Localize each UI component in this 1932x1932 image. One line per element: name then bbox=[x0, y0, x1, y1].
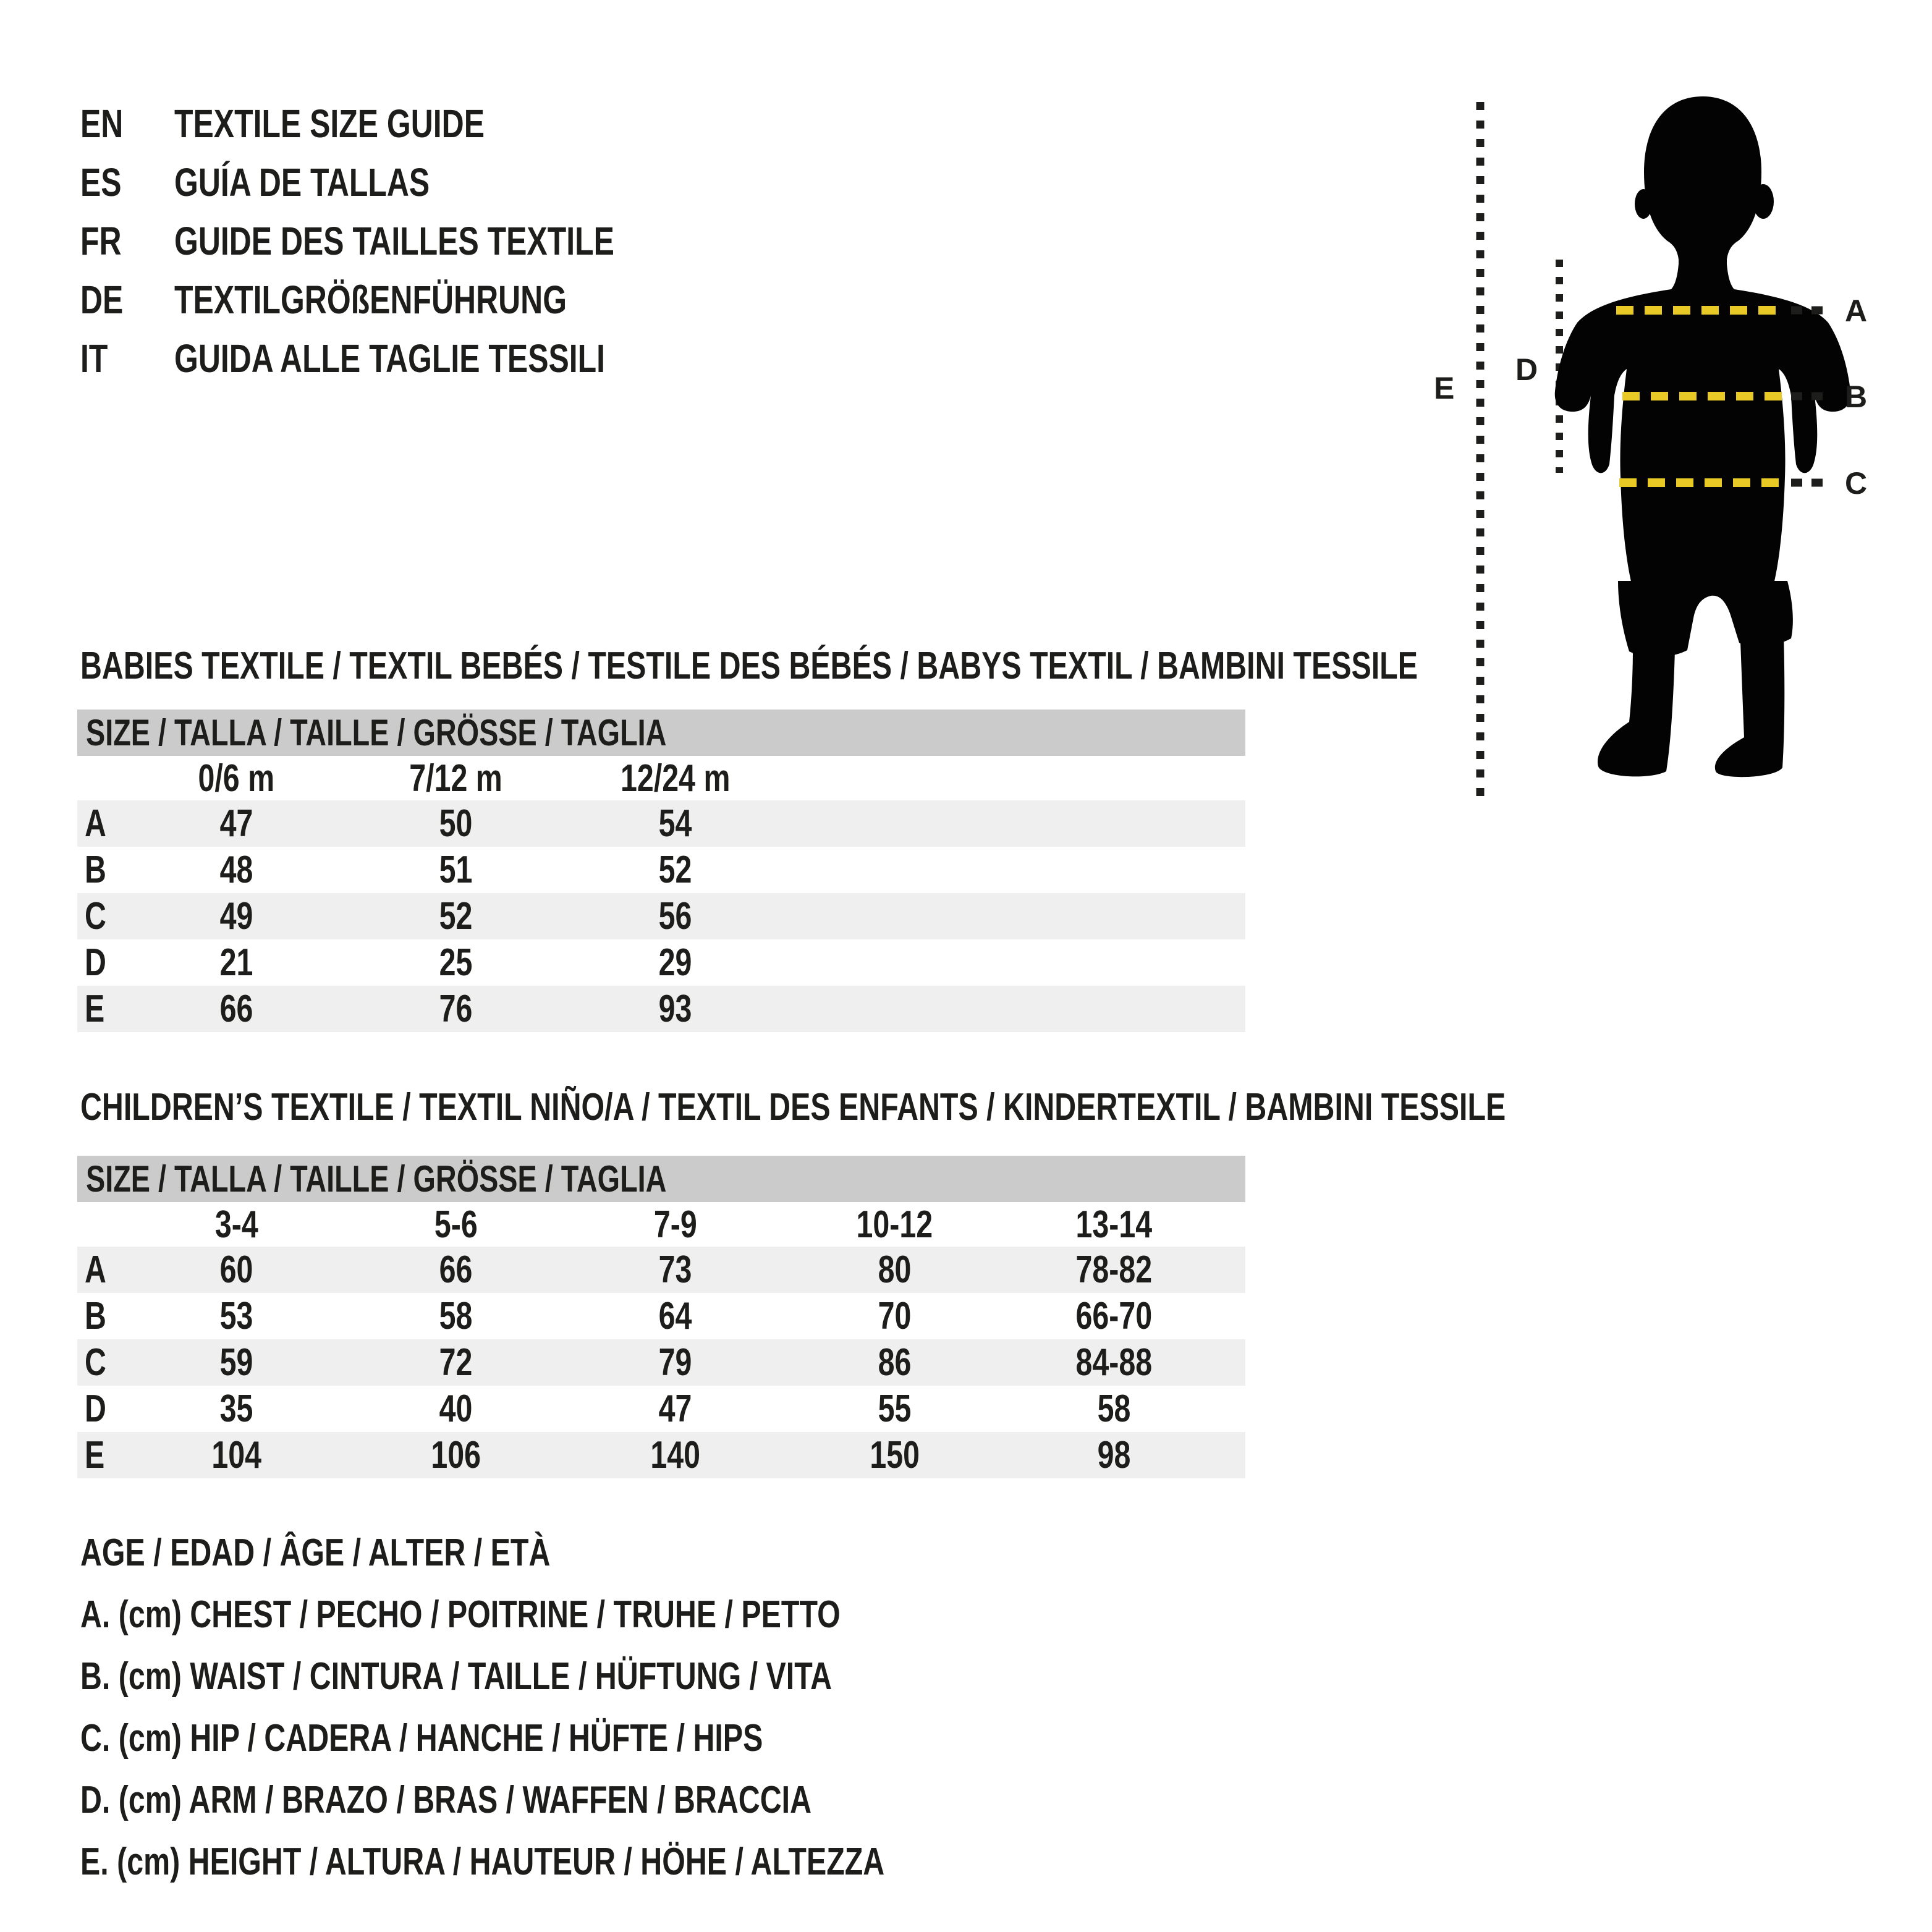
table-cell: 73 bbox=[658, 1248, 692, 1291]
table-cell: 35 bbox=[219, 1388, 253, 1430]
table-cell: 79 bbox=[658, 1341, 692, 1384]
table-cell: 140 bbox=[650, 1434, 700, 1477]
table-row bbox=[77, 986, 1245, 1032]
table-cell: 58 bbox=[439, 1295, 473, 1337]
legend-line-height: E. (cm) HEIGHT / ALTURA / HAUTEUR / HÖHE / ALTEZZA bbox=[80, 1840, 885, 1883]
language-title-list bbox=[80, 94, 739, 388]
language-title: GUÍA DE TALLAS bbox=[174, 159, 430, 205]
table-cell: 66 bbox=[219, 988, 253, 1030]
table-cell: 78-82 bbox=[1075, 1248, 1153, 1291]
row-label: A bbox=[85, 1248, 106, 1291]
child-silhouette-ear-left bbox=[1635, 189, 1652, 219]
table-cell: 56 bbox=[658, 895, 692, 938]
measurement-figure bbox=[1409, 62, 1932, 834]
row-label: E bbox=[85, 1434, 105, 1477]
table-cell: 70 bbox=[878, 1295, 912, 1337]
column-header: 0/6 m bbox=[198, 756, 275, 800]
table-cell: 106 bbox=[431, 1434, 481, 1477]
table-row bbox=[77, 893, 1245, 939]
row-label: B bbox=[85, 849, 106, 891]
column-header: 12/24 m bbox=[620, 756, 731, 800]
figure-label-c: C bbox=[1845, 466, 1868, 501]
table-cell: 40 bbox=[439, 1388, 473, 1430]
legend-line-waist: B. (cm) WAIST / CINTURA / TAILLE / HÜFTUNG / VITA bbox=[80, 1654, 833, 1698]
language-title: TEXTILE SIZE GUIDE bbox=[174, 101, 485, 146]
table-cell: 52 bbox=[439, 895, 473, 938]
table-row bbox=[77, 1247, 1245, 1293]
row-label: C bbox=[85, 895, 106, 938]
table-cell: 25 bbox=[439, 941, 473, 984]
language-code: EN bbox=[80, 101, 124, 146]
language-title: GUIDA ALLE TAGLIE TESSILI bbox=[174, 336, 606, 381]
babies-table-header-bar: SIZE / TALLA / TAILLE / GRÖSSE / TAGLIA bbox=[77, 710, 1245, 756]
row-label: D bbox=[85, 941, 106, 984]
figure-label-d: D bbox=[1515, 352, 1538, 387]
children-table-header-bar: SIZE / TALLA / TAILLE / GRÖSSE / TAGLIA bbox=[77, 1156, 1245, 1202]
column-header: 5-6 bbox=[434, 1203, 478, 1246]
table-cell: 66-70 bbox=[1075, 1295, 1153, 1337]
legend-line-hip: C. (cm) HIP / CADERA / HANCHE / HÜFTE / HIPS bbox=[80, 1716, 763, 1760]
babies-size-table bbox=[77, 710, 1245, 1032]
table-row bbox=[77, 1339, 1245, 1386]
row-label: B bbox=[85, 1295, 106, 1337]
table-cell: 55 bbox=[878, 1388, 912, 1430]
table-cell: 150 bbox=[870, 1434, 920, 1477]
children-table-column-headers bbox=[77, 1202, 1245, 1247]
table-cell: 49 bbox=[219, 895, 253, 938]
babies-section-title: BABIES TEXTILE / TEXTIL BEBÉS / TESTILE DES BÉBÉS / BABYS TEXTIL / BAMBINI TESSILE bbox=[80, 645, 1418, 687]
row-label: D bbox=[85, 1388, 106, 1430]
table-cell: 58 bbox=[1097, 1388, 1131, 1430]
table-cell: 98 bbox=[1097, 1434, 1131, 1477]
language-row bbox=[80, 153, 739, 211]
table-cell: 76 bbox=[439, 988, 473, 1030]
table-cell: 86 bbox=[878, 1341, 912, 1384]
language-code: FR bbox=[80, 218, 122, 263]
table-row bbox=[77, 939, 1245, 986]
table-cell: 84-88 bbox=[1075, 1341, 1153, 1384]
language-code: DE bbox=[80, 277, 124, 322]
table-cell: 48 bbox=[219, 849, 253, 891]
language-code: ES bbox=[80, 159, 122, 205]
language-title: TEXTILGRÖßENFÜHRUNG bbox=[174, 277, 567, 322]
column-header: 10-12 bbox=[856, 1203, 933, 1246]
table-cell: 29 bbox=[658, 941, 692, 984]
table-row bbox=[77, 1293, 1245, 1339]
measurement-legend bbox=[80, 1522, 1111, 1892]
table-cell: 64 bbox=[658, 1295, 692, 1337]
table-cell: 21 bbox=[219, 941, 253, 984]
legend-line-arm: D. (cm) ARM / BRAZO / BRAS / WAFFEN / BRACCIA bbox=[80, 1778, 812, 1821]
figure-label-e: E bbox=[1434, 371, 1455, 405]
language-row bbox=[80, 329, 739, 388]
child-silhouette-ear-right bbox=[1753, 184, 1774, 219]
table-cell: 72 bbox=[439, 1341, 473, 1384]
table-cell: 47 bbox=[219, 802, 253, 845]
column-header: 7/12 m bbox=[409, 756, 502, 800]
language-code: IT bbox=[80, 336, 108, 381]
language-row bbox=[80, 211, 739, 270]
table-cell: 53 bbox=[219, 1295, 253, 1337]
column-header: 3-4 bbox=[214, 1203, 258, 1246]
child-silhouette-torso bbox=[1555, 247, 1851, 584]
table-cell: 59 bbox=[219, 1341, 253, 1384]
children-section-title: CHILDREN’S TEXTILE / TEXTIL NIÑO/A / TEXTIL DES ENFANTS / KINDERTEXTIL / BAMBINI TESSILE bbox=[80, 1086, 1506, 1129]
row-label: C bbox=[85, 1341, 106, 1384]
language-row bbox=[80, 270, 739, 329]
language-title: GUIDE DES TAILLES TEXTILE bbox=[174, 218, 614, 263]
column-header: 7-9 bbox=[653, 1203, 697, 1246]
table-cell: 60 bbox=[219, 1248, 253, 1291]
babies-table-column-headers bbox=[77, 756, 1245, 800]
figure-label-a: A bbox=[1845, 294, 1868, 328]
table-row bbox=[77, 800, 1245, 847]
children-size-table bbox=[77, 1156, 1245, 1478]
table-cell: 50 bbox=[439, 802, 473, 845]
legend-line-chest: A. (cm) CHEST / PECHO / POITRINE / TRUHE / PETTO bbox=[80, 1593, 841, 1636]
column-header: 13-14 bbox=[1075, 1203, 1153, 1246]
language-row bbox=[80, 94, 739, 153]
table-cell: 51 bbox=[439, 849, 473, 891]
table-cell: 66 bbox=[439, 1248, 473, 1291]
legend-line-age: AGE / EDAD / ÂGE / ALTER / ETÀ bbox=[80, 1531, 551, 1574]
table-row bbox=[77, 1432, 1245, 1478]
table-cell: 54 bbox=[658, 802, 692, 845]
table-cell: 104 bbox=[211, 1434, 261, 1477]
table-cell: 80 bbox=[878, 1248, 912, 1291]
table-cell: 47 bbox=[658, 1388, 692, 1430]
table-cell: 93 bbox=[658, 988, 692, 1030]
row-label: A bbox=[85, 802, 106, 845]
table-row bbox=[77, 1386, 1245, 1432]
row-label: E bbox=[85, 988, 105, 1030]
table-row bbox=[77, 847, 1245, 893]
table-cell: 52 bbox=[658, 849, 692, 891]
figure-label-b: B bbox=[1845, 379, 1868, 414]
